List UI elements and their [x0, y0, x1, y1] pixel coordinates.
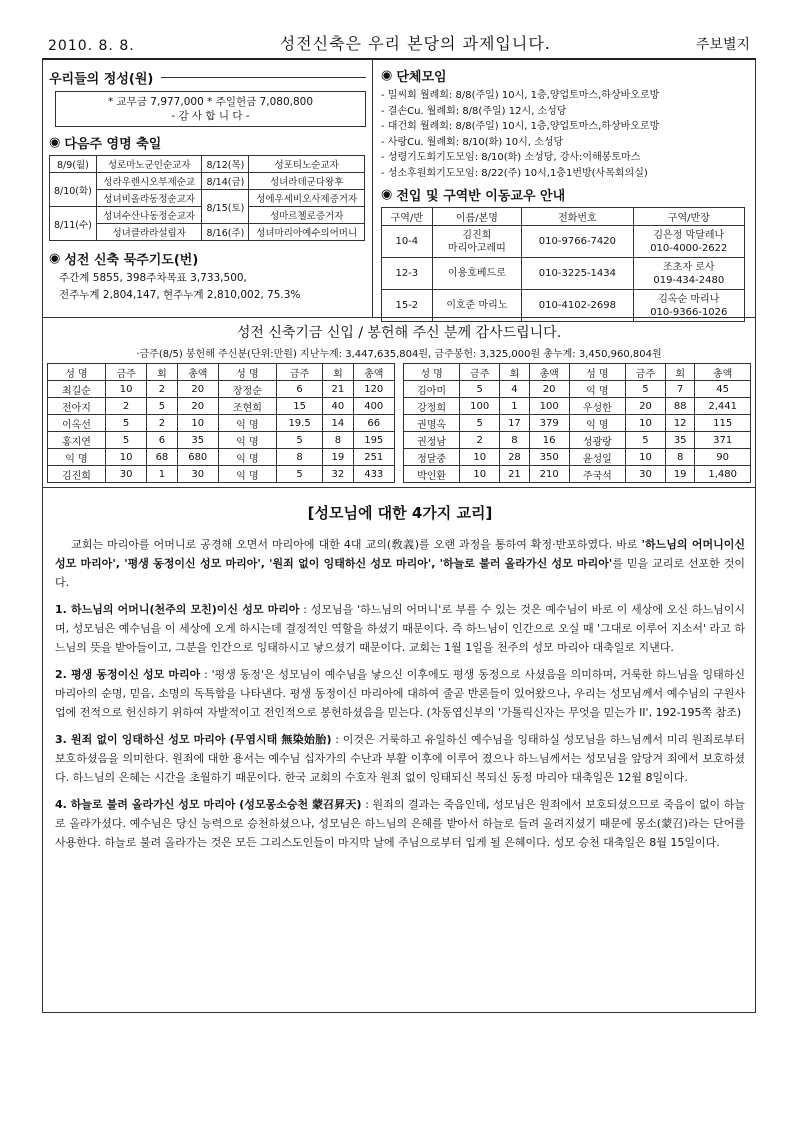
- table-row: 10-4 김진희 마리아고레띠 010-9766-7420 김은정 막달레나 010-4000-2622: [382, 226, 745, 258]
- table-cell: 32: [323, 466, 353, 483]
- table-cell: 35: [177, 432, 218, 449]
- doctrine-article: [42, 488, 756, 1013]
- table-cell: 88: [666, 398, 695, 415]
- transfer-table: [381, 207, 745, 322]
- table-cell: 익 명: [569, 415, 625, 432]
- feast-date: 8/12(목): [202, 156, 249, 173]
- target-bullet-icon: ◉: [381, 187, 393, 202]
- table-cell: 최길순: [48, 381, 106, 398]
- page-header: [42, 30, 756, 60]
- column-header: 구역/반: [382, 208, 433, 226]
- fund-summary: ·금주(8/5) 봉헌해 주신분(단위:만원) 지난누계: 3,447,635,804원, 금주봉헌: 3,325,000원 총누계: 3,450,960,804원: [136, 349, 662, 360]
- table-cell: 주국석: [569, 466, 625, 483]
- table-cell: 성광랑: [569, 432, 625, 449]
- table-cell: 20: [625, 398, 665, 415]
- table-cell: 15: [276, 398, 322, 415]
- table-cell: 6: [276, 381, 322, 398]
- fund-tables: [47, 363, 751, 483]
- table-cell: 익 명: [218, 415, 276, 432]
- table-cell: 19: [666, 466, 695, 483]
- bulletin-page: [42, 30, 756, 1013]
- table-cell: 21: [500, 466, 529, 483]
- list-item: - 사랑Cu. 월례회: 8/10(화) 10시, 소성당: [381, 135, 747, 151]
- building-fund-section: [42, 318, 756, 488]
- table-cell: 195: [353, 432, 395, 449]
- feast-saint: 성녀클라라설립자: [96, 224, 202, 241]
- offering-title: 우리들의 정성(원): [49, 68, 366, 87]
- table-row: [48, 381, 395, 398]
- table-cell: 권정남: [404, 432, 460, 449]
- table-cell: 5: [147, 398, 177, 415]
- feast-saint: 성로마노군인순교자: [96, 156, 202, 173]
- table-cell: 익 명: [218, 466, 276, 483]
- column-header: 금주: [105, 364, 146, 381]
- table-cell: 5: [460, 381, 500, 398]
- table-cell: 371: [695, 432, 751, 449]
- table-row: [404, 466, 751, 483]
- table-cell: 35: [666, 432, 695, 449]
- table-cell: 1: [500, 398, 529, 415]
- table-cell: 66: [353, 415, 395, 432]
- table-cell: 5: [105, 432, 146, 449]
- table-cell: 10: [625, 449, 665, 466]
- table-cell: 익 명: [48, 449, 106, 466]
- table-cell: 이옥선: [48, 415, 106, 432]
- table-cell: 5: [276, 432, 322, 449]
- column-header: 회: [500, 364, 529, 381]
- table-cell: 5: [625, 432, 665, 449]
- feast-date: 8/14(금): [202, 173, 249, 190]
- table-cell: 6: [147, 432, 177, 449]
- table-cell: 윤성일: [569, 449, 625, 466]
- table-cell: 28: [500, 449, 529, 466]
- page-title: 성전신축은 우리 본당의 과제입니다.: [279, 34, 551, 53]
- table-row: [404, 415, 751, 432]
- feast-saint: 성녀라데군다왕후: [249, 173, 365, 190]
- groups-title: ◉ 단체모임: [381, 68, 447, 85]
- table-cell: 조현희: [218, 398, 276, 415]
- feast-date: 8/9(월): [50, 156, 97, 173]
- table-row: [48, 415, 395, 432]
- feast-title: ◉ 다음주 영명 축일: [49, 135, 162, 152]
- table-cell: 2: [147, 381, 177, 398]
- right-column: [373, 60, 755, 317]
- target-bullet-icon: ◉: [49, 251, 61, 266]
- table-cell: 권명옥: [404, 415, 460, 432]
- target-bullet-icon: ◉: [381, 68, 393, 83]
- table-row: [404, 432, 751, 449]
- feast-date: 8/10(화): [50, 173, 97, 207]
- rosary-title: ◉ 성전 신축 묵주기도(번): [49, 251, 199, 268]
- table-cell: 김진희: [48, 466, 106, 483]
- supplement-tag: 주보별지: [695, 37, 750, 53]
- doctrine-3: 3. 원죄 없이 잉태하신 성모 마리아 (무염시태 無染始胎) : 이것은 거룩하고 유일하신 예수님을 잉태하실 성모님을 하느님께서 미리 원죄로부터 보호하셨음을 의미한다. 원죄에 대한 용서는 예수님 십자가의 수난과 부활 이후에 이루어 졌으나 하느님께서는 성모님을 앞당겨 죄에서 보호하셨다. 하느님의 은혜는 시간을 초월하기 때문이다. 한국 교회의 수호자 원죄 없이 잉태되신 복되신 동정 마리아 대축일은 12월 8일이다.: [55, 733, 745, 784]
- table-cell: 5: [460, 415, 500, 432]
- table-cell: 30: [177, 466, 218, 483]
- table-cell: 10: [460, 449, 500, 466]
- table-cell: 익 명: [218, 432, 276, 449]
- table-cell: 680: [177, 449, 218, 466]
- table-cell: 115: [695, 415, 751, 432]
- list-item: - 성령기도회기도모임: 8/10(화) 소성당, 강사:이해봉토마스: [381, 150, 747, 166]
- column-header: 전화번호: [522, 208, 633, 226]
- table-cell: 2: [105, 398, 146, 415]
- table-cell: 45: [695, 381, 751, 398]
- table-cell: 장정순: [218, 381, 276, 398]
- table-cell: 120: [353, 381, 395, 398]
- table-cell: 16: [529, 432, 569, 449]
- feast-date: 8/11(수): [50, 207, 97, 241]
- table-cell: 400: [353, 398, 395, 415]
- table-row: 12-3 이용호베드로 010-3225-1434 조초자 로사 019-434-2480: [382, 258, 745, 290]
- feast-saint: 성녀마리아예수의어머니: [249, 224, 365, 241]
- table-cell: 김아미: [404, 381, 460, 398]
- column-header: 성 명: [218, 364, 276, 381]
- table-cell: 홍지연: [48, 432, 106, 449]
- table-cell: 5: [276, 466, 322, 483]
- list-item: - 대건회 월례회: 8/8(주일) 10시, 1층,양업토마스,하상바오로방: [381, 119, 747, 135]
- doctrine-4: 4. 하늘로 불려 올라가신 성모 마리아 (성모몽소승천 蒙召昇天) : 원죄의 결과는 죽음인데, 성모님은 원죄에서 보호되셨으므로 죽음이 없이 하늘로 올라가셨다. 예수님은 당신 능력으로 승천하셨으나, 성모님은 하느님의 은혜를 받아서 하늘로 들려 올려지셨기 때문에 몽소(蒙召)라는 단어를 사용한다. 하늘로 불려 올라가는 것은 모든 그리스도인들이 마지막 날에 주님으로부터 입게 될 은혜이다. 성모 승천 대축일은 8월 15일이다.: [55, 798, 746, 849]
- column-header: 금주: [276, 364, 322, 381]
- table-row: 15-2 이호준 마리노 010-4102-2698 김옥순 마리나 010-9366-1026: [382, 290, 745, 322]
- table-cell: 210: [529, 466, 569, 483]
- list-item: - 결손Cu. 월례회: 8/8(주일) 12시, 소성당: [381, 104, 747, 120]
- column-header: 금주: [625, 364, 665, 381]
- feast-saint: 성에우세비오사제증거자: [249, 190, 365, 207]
- top-section: [42, 60, 756, 318]
- table-cell: 20: [529, 381, 569, 398]
- feast-date: 8/16(주): [202, 224, 249, 241]
- article-title: [성모님에 대한 4가지 교리]: [307, 504, 493, 522]
- table-row: [404, 381, 751, 398]
- table-row: [48, 449, 395, 466]
- table-cell: 20: [177, 398, 218, 415]
- table-cell: 정달중: [404, 449, 460, 466]
- feast-date: 8/15(토): [202, 190, 249, 224]
- table-cell: 8: [276, 449, 322, 466]
- table-row: [404, 398, 751, 415]
- column-header: 회: [147, 364, 177, 381]
- table-cell: 익 명: [218, 449, 276, 466]
- column-header: 총액: [529, 364, 569, 381]
- table-cell: 30: [625, 466, 665, 483]
- feast-saint: 성마르첼로증거자: [249, 207, 365, 224]
- table-cell: 10: [105, 381, 146, 398]
- feast-saint: 성라우렌시오부제순교: [96, 173, 202, 190]
- column-header: 이름/본명: [432, 208, 522, 226]
- list-item: - 밀씨회 월례회: 8/8(주일) 10시, 1층,양업토마스,하상바오로방: [381, 88, 747, 104]
- column-header: 회: [666, 364, 695, 381]
- doctrine-2: 2. 평생 동정이신 성모 마리아 : '평생 동정'은 성모님이 예수님을 낳으신 이후에도 평생 동정으로 사셨음을 의미하며, 거룩한 하느님을 잉태하신 마리아의 순명, 믿음, 소명의 독특함을 나타낸다. 평생 동정이신 마리아에 대하여 줄곧 반론들이 있어왔으나, 우리는 성모님께서 예수님의 구원사업에 전적으로 헌신하기 위하여 자발적이고 전인적으로 봉헌하셨음을 믿는다. (차동엽신부의 '가톨릭신자는 무엇을 믿는가 II', 192-195쪽 참조): [55, 668, 745, 719]
- article-intro: 교회는 마리아를 어머니로 공경해 오면서 마리아에 대한 4대 교의(敎義)를 오랜 과정을 통하여 확정·반포하였다. 바로 '하느님의 어머니이신 성모 마리아', '평생 동정이신 성모 마리아', '원죄 없이 잉태하신 성모 마리아', '하늘로 불러 올라가신 성모 마리아'를 믿을 교리로 선포한 것이다.: [55, 538, 746, 589]
- table-cell: 30: [105, 466, 146, 483]
- table-cell: 19: [323, 449, 353, 466]
- column-header: 총액: [353, 364, 395, 381]
- feast-saint: 성녀비올라동정순교자: [96, 190, 202, 207]
- table-cell: 5: [105, 415, 146, 432]
- column-header: 총액: [177, 364, 218, 381]
- table-cell: 433: [353, 466, 395, 483]
- target-bullet-icon: ◉: [49, 135, 61, 150]
- table-row: [48, 398, 395, 415]
- fund-table-right: [403, 363, 751, 483]
- table-row: [404, 449, 751, 466]
- table-cell: 20: [177, 381, 218, 398]
- table-cell: 8: [323, 432, 353, 449]
- table-cell: 251: [353, 449, 395, 466]
- table-row: [48, 432, 395, 449]
- column-header: 구역/반장: [633, 208, 744, 226]
- offering-thanks: - 감 사 합 니 다 -: [171, 110, 250, 122]
- feast-saint: 성포티노순교자: [249, 156, 365, 173]
- table-cell: 4: [500, 381, 529, 398]
- table-cell: 5: [625, 381, 665, 398]
- left-column: [43, 60, 373, 317]
- transfer-title: ◉ 전입 및 구역반 이동교우 안내: [381, 187, 566, 204]
- table-cell: 350: [529, 449, 569, 466]
- fund-title: 성전 신축기금 신입 / 봉헌해 주신 분께 감사드립니다.: [236, 325, 562, 341]
- table-cell: 10: [460, 466, 500, 483]
- table-cell: 68: [147, 449, 177, 466]
- issue-date: 2010. 8. 8.: [48, 38, 135, 54]
- offering-amounts: * 교무금 7,977,000 * 주일헌금 7,080,800: [107, 96, 314, 108]
- table-cell: 1: [147, 466, 177, 483]
- table-cell: 8: [500, 432, 529, 449]
- column-header: 성 명: [404, 364, 460, 381]
- table-cell: 1,480: [695, 466, 751, 483]
- table-cell: 익 명: [569, 381, 625, 398]
- table-cell: 90: [695, 449, 751, 466]
- doctrine-1: 1. 하느님의 어머니(천주의 모친)이신 성모 마리아 : 성모님을 '하느님의 어머니'로 부를 수 있는 것은 예수님이 바로 이 세상에 오신 하느님이시며, 성모님은 예수님을 이 세상에 오게 하시는데 결정적인 역할을 하셨기 때문이다. 즉 하느님이 인간으로 오실 때 '그대로 이루어 지소서' 라고 하느님의 뜻을 받아들이고, 그분을 인간으로 잉태하시고 낳으셨기 때문이다. 교회는 1월 1일을 천주의 성모 마리아 대축일로 지낸다.: [55, 603, 745, 654]
- table-cell: 2,441: [695, 398, 751, 415]
- table-cell: 7: [666, 381, 695, 398]
- table-cell: 17: [500, 415, 529, 432]
- table-cell: 10: [625, 415, 665, 432]
- table-cell: 2: [460, 432, 500, 449]
- table-cell: 2: [147, 415, 177, 432]
- table-cell: 우성한: [569, 398, 625, 415]
- feast-saint: 성녀수산나동정순교자: [96, 207, 202, 224]
- column-header: 성 명: [569, 364, 625, 381]
- table-cell: 19.5: [276, 415, 322, 432]
- table-cell: 40: [323, 398, 353, 415]
- table-cell: 379: [529, 415, 569, 432]
- fund-table-left: [47, 363, 395, 483]
- table-row: [48, 466, 395, 483]
- table-cell: 박인환: [404, 466, 460, 483]
- table-cell: 강정희: [404, 398, 460, 415]
- rosary-stats: 주간계 5855, 398주차목표 3,733,500, 전주누계 2,804,147, 현주누계 2,810,002, 75.3%: [59, 272, 301, 301]
- table-cell: 100: [529, 398, 569, 415]
- table-cell: 10: [105, 449, 146, 466]
- column-header: 회: [323, 364, 353, 381]
- table-cell: 12: [666, 415, 695, 432]
- column-header: 성 명: [48, 364, 106, 381]
- column-header: 총액: [695, 364, 751, 381]
- table-cell: 10: [177, 415, 218, 432]
- list-item: - 성소후원회기도모임: 8/22(주) 10시,1층1번방(사목회의실): [381, 166, 747, 182]
- table-cell: 100: [460, 398, 500, 415]
- table-cell: 8: [666, 449, 695, 466]
- table-cell: 14: [323, 415, 353, 432]
- offering-box: [55, 91, 366, 127]
- table-cell: 21: [323, 381, 353, 398]
- table-cell: 전아지: [48, 398, 106, 415]
- groups-list: [381, 88, 747, 181]
- feast-table: [49, 155, 365, 241]
- column-header: 금주: [460, 364, 500, 381]
